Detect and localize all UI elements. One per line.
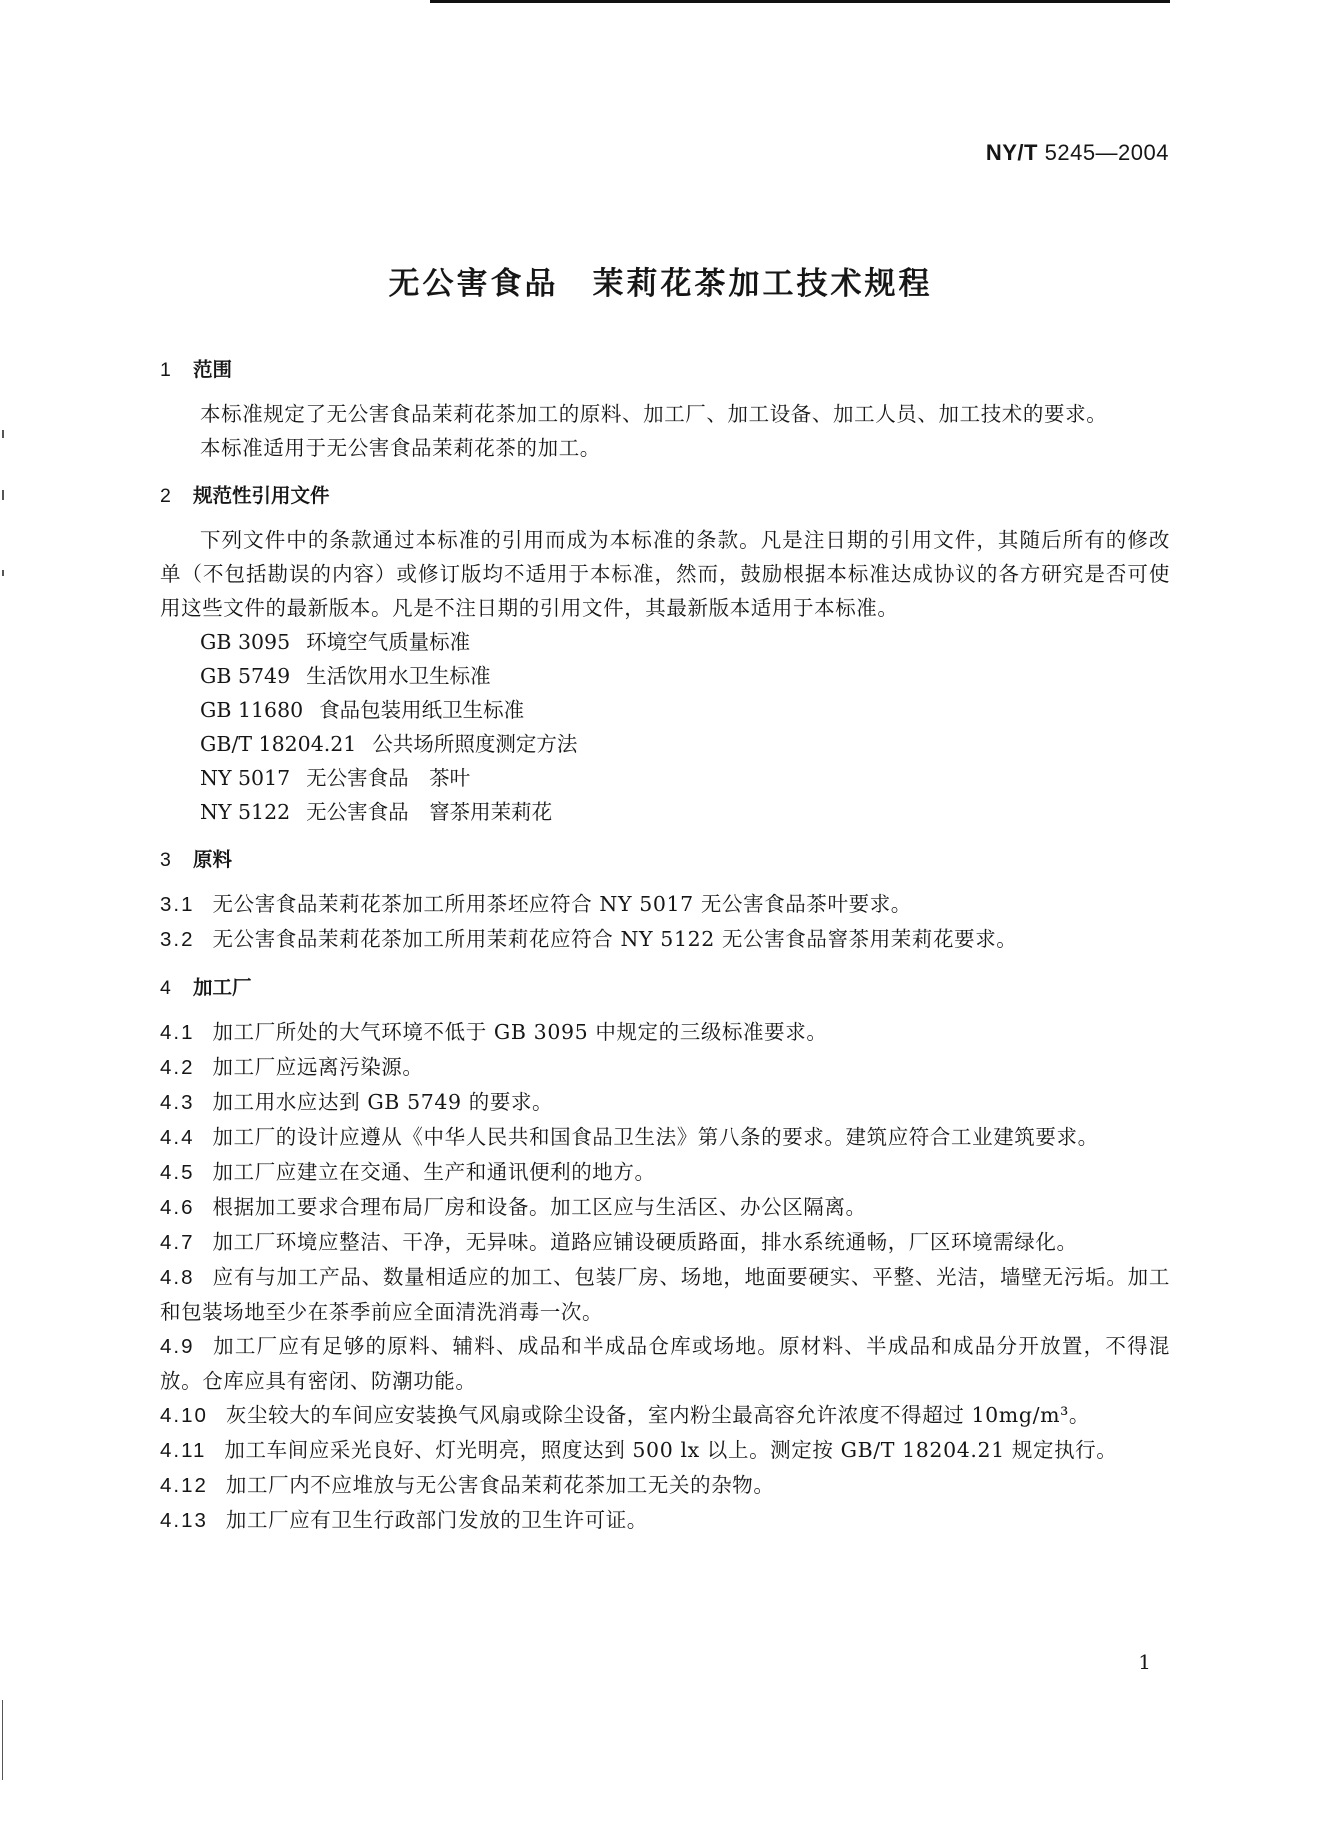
reference-item: NY 5017 无公害食品 茶叶: [200, 766, 471, 790]
paragraph: 本标准适用于无公害食品茉莉花茶的加工。: [200, 436, 601, 460]
section-heading-scope: 1 范围: [160, 358, 233, 381]
clause: 4.2 加工厂应远离污染源。: [160, 1055, 424, 1079]
clause: 4.11 加工车间应采光良好、灯光明亮，照度达到 500 lx 以上。测定按 GB/T 18204.21 规定执行。: [160, 1438, 1118, 1462]
page-number: 1: [1138, 1650, 1151, 1674]
reference-item: GB 11680 食品包装用纸卫生标准: [200, 698, 525, 722]
section-heading-raw-materials: 3 原料: [160, 848, 233, 871]
clause: 3.2 无公害食品茉莉花茶加工所用茉莉花应符合 NY 5122 无公害食品窨茶用茉莉花要求。: [160, 927, 1018, 951]
section-heading-processing-plant: 4 加工厂: [160, 976, 252, 999]
top-border-line: [430, 0, 1170, 3]
clause: 4.1 加工厂所处的大气环境不低于 GB 3095 中规定的三级标准要求。: [160, 1020, 828, 1044]
clause: 4.12 加工厂内不应堆放与无公害食品茉莉花茶加工无关的杂物。: [160, 1473, 775, 1497]
clause: 4.8 应有与加工产品、数量相适应的加工、包装厂房、场地，地面要硬实、平整、光洁，墙壁无污垢。加工和包装场地至少在茶季前应全面清洗消毒一次。: [160, 1265, 1170, 1324]
document-title: 无公害食品 茉莉花茶加工技术规程: [388, 266, 933, 302]
standard-code-number: 5245—2004: [1044, 140, 1169, 165]
paragraph: 本标准规定了无公害食品茉莉花茶加工的原料、加工厂、加工设备、加工人员、加工技术的要求。: [200, 402, 1108, 426]
clause: 4.6 根据加工要求合理布局厂房和设备。加工区应与生活区、办公区隔离。: [160, 1195, 867, 1219]
clause: 4.10 灰尘较大的车间应安装换气风扇或除尘设备，室内粉尘最高容允许浓度不得超过 10mg/m³。: [160, 1403, 1091, 1427]
reference-item: NY 5122 无公害食品 窨茶用茉莉花: [200, 800, 553, 824]
clause: 4.9 加工厂应有足够的原料、辅料、成品和半成品仓库或场地。原材料、半成品和成品分开放置，不得混放。仓库应具有密闭、防潮功能。: [160, 1334, 1170, 1393]
reference-item: GB 5749 生活饮用水卫生标准: [200, 664, 491, 688]
reference-item: GB 3095 环境空气质量标准: [200, 630, 471, 654]
reference-item: GB/T 18204.21 公共场所照度测定方法: [200, 732, 578, 756]
paragraph: 下列文件中的条款通过本标准的引用而成为本标准的条款。凡是注日期的引用文件，其随后所有的修改单（不包括勘误的内容）或修订版均不适用于本标准，然而，鼓励根据本标准达成协议的各方研究是否可使用这些文件的最新版本。凡是不注日期的引用文件，其最新版本适用于本标准。: [160, 528, 1170, 620]
standard-code: [986, 140, 1169, 166]
clause: 3.1 无公害食品茉莉花茶加工所用茶坯应符合 NY 5017 无公害食品茶叶要求。: [160, 892, 912, 916]
clause: 4.4 加工厂的设计应遵从《中华人民共和国食品卫生法》第八条的要求。建筑应符合工业建筑要求。: [160, 1125, 1099, 1149]
clause: 4.3 加工用水应达到 GB 5749 的要求。: [160, 1090, 554, 1114]
scan-artifact: [2, 1700, 3, 1780]
clause: 4.7 加工厂环境应整洁、干净，无异味。道路应铺设硬质路面，排水系统通畅，厂区环境需绿化。: [160, 1230, 1078, 1254]
scan-artifact: [2, 570, 4, 576]
scan-artifact: [2, 430, 4, 438]
scan-artifact: [2, 490, 4, 500]
clause: 4.13 加工厂应有卫生行政部门发放的卫生许可证。: [160, 1508, 648, 1532]
standard-code-prefix: NY/T: [985, 140, 1038, 165]
clause: 4.5 加工厂应建立在交通、生产和通讯便利的地方。: [160, 1160, 656, 1184]
section-heading-normative-references: 2 规范性引用文件: [160, 484, 330, 507]
document-body: [160, 353, 1170, 1538]
